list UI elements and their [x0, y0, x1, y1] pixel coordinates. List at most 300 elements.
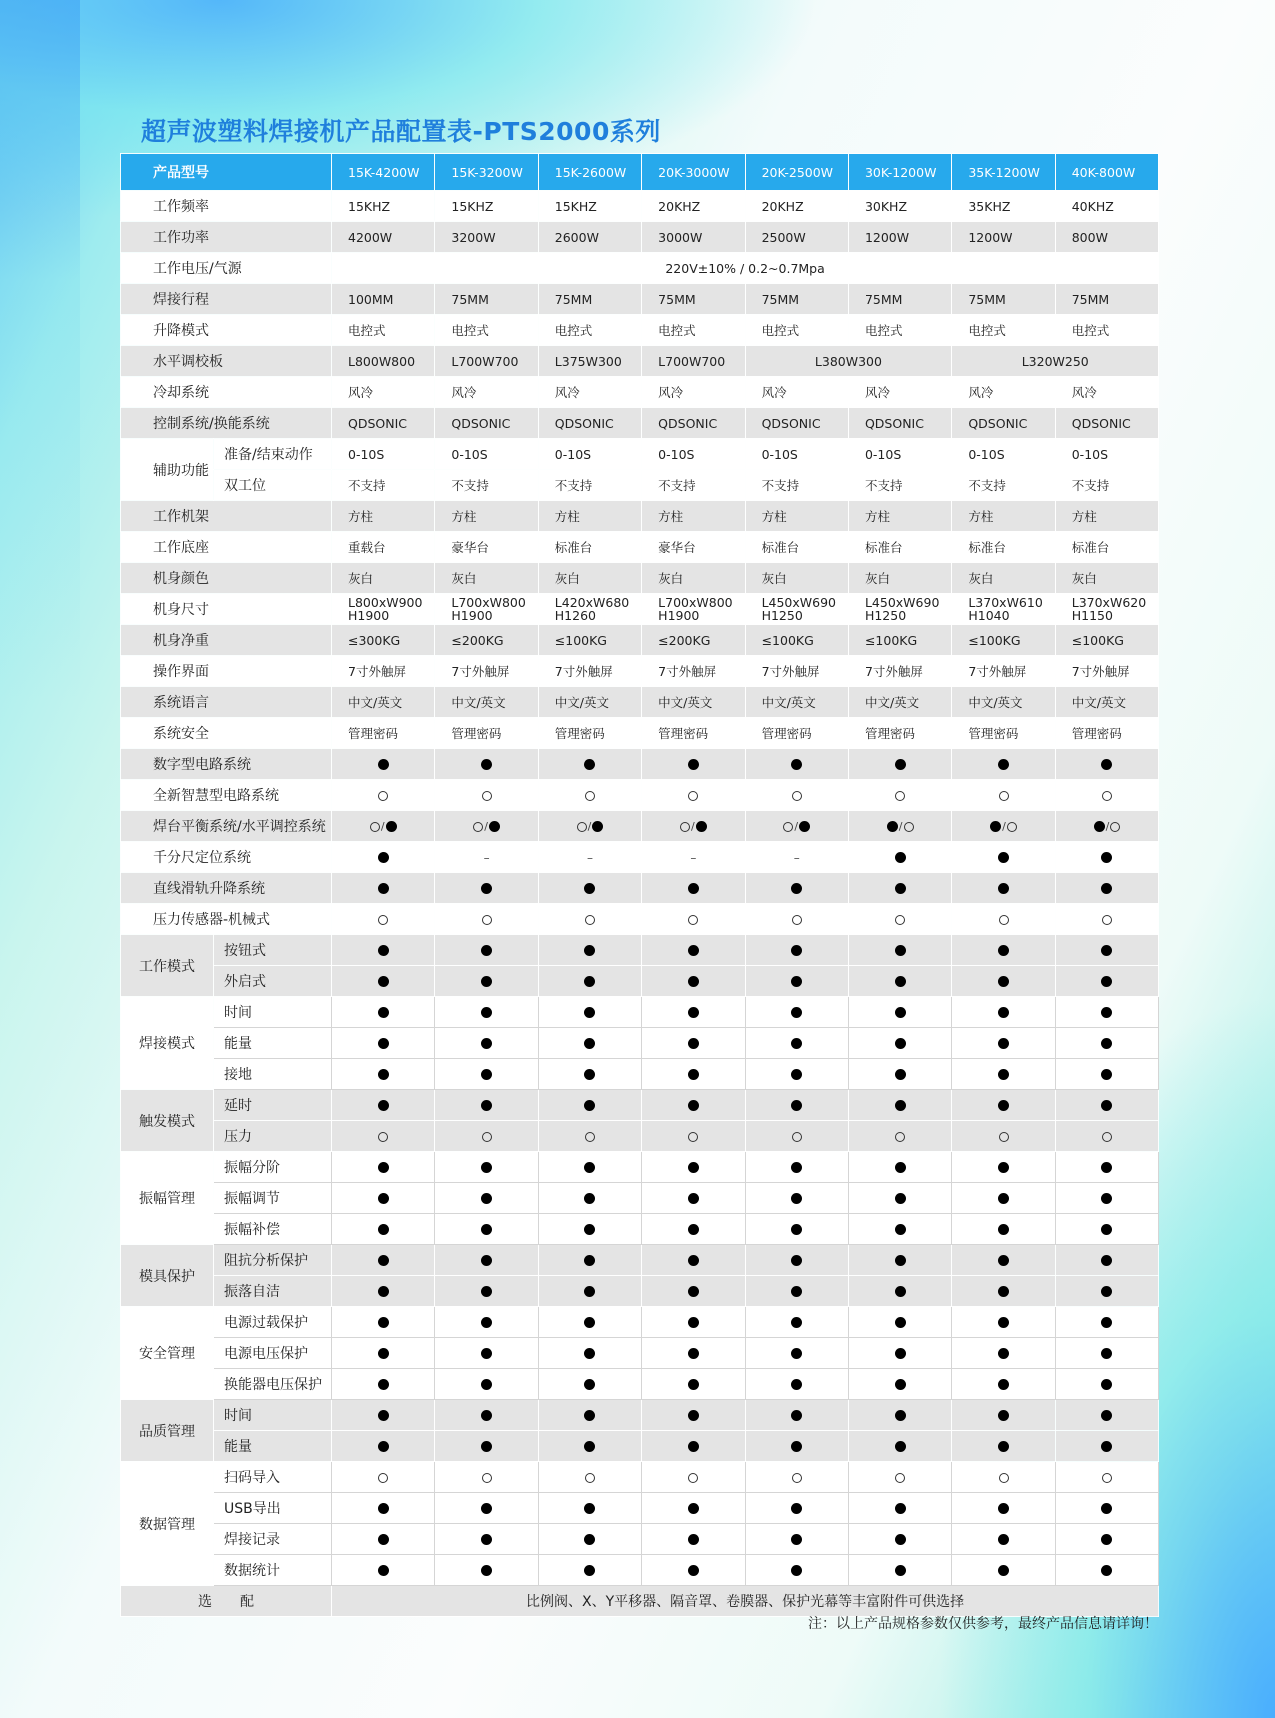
- filled-circle-icon: [1094, 821, 1105, 832]
- feature-cell: [848, 904, 951, 935]
- feature-cell: [1055, 1028, 1158, 1059]
- spec-row-ui: [121, 656, 1159, 687]
- filled-circle-icon: [791, 945, 802, 956]
- spec-cell: 1200W: [848, 222, 951, 253]
- feature-cell: [538, 1493, 641, 1524]
- feature-cell: [848, 1524, 951, 1555]
- feature-cell: [642, 1059, 745, 1090]
- filled-circle-icon: [998, 1348, 1009, 1359]
- feature-cell: [332, 780, 435, 811]
- feature-cell: [1055, 1245, 1158, 1276]
- options-value: 比例阀、X、Y平移器、隔音罩、卷膜器、保护光幕等丰富附件可供选择: [332, 1586, 1159, 1617]
- filled-circle-icon: [378, 1038, 389, 1049]
- hollow-circle-icon: [378, 915, 388, 925]
- feature-cell: [538, 1338, 641, 1369]
- feature-cell: [848, 1276, 951, 1307]
- spec-cell: 管理密码: [538, 718, 641, 749]
- spec-cell: 1200W: [952, 222, 1055, 253]
- feature-cell: [848, 1555, 951, 1586]
- feature-cell: [435, 997, 538, 1028]
- feature-cell: [952, 780, 1055, 811]
- filled-circle-icon: [688, 1069, 699, 1080]
- feature-cell: [435, 935, 538, 966]
- feature-cell: [538, 1431, 641, 1462]
- feature-cell: [435, 749, 538, 780]
- feature-cell: [538, 1307, 641, 1338]
- feature-cell: [745, 1183, 848, 1214]
- feature-cell: [435, 1245, 538, 1276]
- spec-cell: 30KHZ: [848, 191, 951, 222]
- feature-cell: [848, 1028, 951, 1059]
- group-row: [121, 1369, 1159, 1400]
- feature-cell: [848, 842, 951, 873]
- spec-cell: 7寸外触屏: [435, 656, 538, 687]
- spec-row-voltage: [121, 253, 1159, 284]
- feature-cell: [435, 1524, 538, 1555]
- feature-cell: [848, 1307, 951, 1338]
- feature-cell: [1055, 1276, 1158, 1307]
- feature-cell: [642, 1152, 745, 1183]
- feature-cell: [745, 842, 848, 873]
- filled-circle-icon: [998, 852, 1009, 863]
- feature-cell: [745, 1462, 848, 1493]
- model-header: 30K-1200W: [848, 154, 951, 191]
- feature-cell: [952, 1152, 1055, 1183]
- feature-cell: [848, 1338, 951, 1369]
- filled-circle-icon: [584, 1255, 595, 1266]
- row-label: 机身尺寸: [121, 594, 332, 625]
- feature-cell: [332, 1152, 435, 1183]
- filled-circle-icon: [895, 1069, 906, 1080]
- feature-cell: [642, 1307, 745, 1338]
- filled-circle-icon: [799, 821, 810, 832]
- hollow-circle-icon: [378, 1473, 388, 1483]
- filled-circle-icon: [895, 1007, 906, 1018]
- feature-cell: [1055, 1400, 1158, 1431]
- feature-cell: [435, 811, 538, 842]
- feature-cell: [952, 749, 1055, 780]
- group-row: [121, 1524, 1159, 1555]
- filled-circle-icon: [378, 1534, 389, 1545]
- hollow-circle-icon: [688, 915, 698, 925]
- spec-cell: 方柱: [435, 501, 538, 532]
- sub-label: 电源电压保护: [214, 1338, 332, 1369]
- row-label: 机身净重: [121, 625, 332, 656]
- feature-cell: [1055, 1431, 1158, 1462]
- feature-cell: [332, 1214, 435, 1245]
- feature-cell: [435, 1307, 538, 1338]
- feature-cell: [642, 997, 745, 1028]
- feature-cell: [435, 1369, 538, 1400]
- dimension-lw: L450xW690: [864, 595, 940, 610]
- dash-icon: –: [793, 851, 800, 865]
- feature-cell: [435, 1028, 538, 1059]
- feature-cell: [745, 904, 848, 935]
- feature-cell: [538, 842, 641, 873]
- feature-cell: [332, 842, 435, 873]
- spec-cell: 灰白: [435, 563, 538, 594]
- feature-cell: [332, 1462, 435, 1493]
- feature-cell: [952, 935, 1055, 966]
- spec-cell: 7寸外触屏: [952, 656, 1055, 687]
- feature-cell: [745, 935, 848, 966]
- group-row: [121, 1338, 1159, 1369]
- feature-row: [121, 904, 1159, 935]
- spec-cell: QDSONIC: [745, 408, 848, 439]
- feature-cell: [538, 749, 641, 780]
- spec-cell: 75MM: [435, 284, 538, 315]
- feature-cell: [848, 1090, 951, 1121]
- spec-cell: QDSONIC: [332, 408, 435, 439]
- filled-circle-icon: [592, 821, 603, 832]
- dimension-lw: L370xW620: [1071, 595, 1147, 610]
- filled-circle-icon: [688, 1565, 699, 1576]
- feature-cell: [332, 1059, 435, 1090]
- feature-cell: [435, 1338, 538, 1369]
- spec-row-size: [121, 594, 1159, 625]
- feature-cell: [952, 1214, 1055, 1245]
- spec-row-cooling: [121, 377, 1159, 408]
- feature-row: [121, 749, 1159, 780]
- feature-cell: [435, 1431, 538, 1462]
- filled-circle-icon: [998, 1193, 1009, 1204]
- filled-circle-icon: [1101, 1038, 1112, 1049]
- filled-circle-icon: [1101, 1100, 1112, 1111]
- spec-cell: 3000W: [642, 222, 745, 253]
- filled-circle-icon: [998, 1317, 1009, 1328]
- filled-circle-icon: [584, 945, 595, 956]
- model-header: 15K-4200W: [332, 154, 435, 191]
- group-row: [121, 1493, 1159, 1524]
- filled-circle-icon: [1101, 945, 1112, 956]
- feature-cell: [435, 1121, 538, 1152]
- filled-circle-icon: [481, 1038, 492, 1049]
- spec-cell: 75MM: [1055, 284, 1158, 315]
- filled-circle-icon: [887, 821, 898, 832]
- spec-cell-merged: 220V±10% / 0.2~0.7Mpa: [332, 253, 1159, 284]
- feature-cell: [952, 811, 1055, 842]
- feature-cell: [332, 1307, 435, 1338]
- filled-circle-icon: [895, 759, 906, 770]
- row-label: 操作界面: [121, 656, 332, 687]
- spec-cell-merged: L320W250: [952, 346, 1159, 377]
- feature-cell: [332, 904, 435, 935]
- feature-cell: [538, 1524, 641, 1555]
- footnote: 注：以上产品规格参数仅供参考，最终产品信息请详询！: [808, 1616, 1158, 1632]
- filled-circle-icon: [895, 1348, 906, 1359]
- spec-cell: 7寸外触屏: [745, 656, 848, 687]
- hollow-circle-icon: [1102, 1132, 1112, 1142]
- feature-cell: [538, 1152, 641, 1183]
- filled-circle-icon: [584, 1100, 595, 1111]
- filled-circle-icon: [895, 1565, 906, 1576]
- feature-cell: [642, 1214, 745, 1245]
- dimension-lw: L450xW690: [761, 595, 837, 610]
- filled-circle-icon: [378, 1069, 389, 1080]
- spec-cell: 75MM: [642, 284, 745, 315]
- dimension-lw: L700xW800: [658, 595, 733, 610]
- feature-cell: [332, 1524, 435, 1555]
- feature-cell: [745, 1090, 848, 1121]
- filled-circle-icon: [998, 1100, 1009, 1111]
- feature-cell: [538, 811, 641, 842]
- filled-circle-icon: [895, 976, 906, 987]
- filled-circle-icon: [688, 1534, 699, 1545]
- model-header: 20K-2500W: [745, 154, 848, 191]
- feature-cell: [952, 1183, 1055, 1214]
- group-label: 振幅管理: [121, 1152, 214, 1245]
- sub-label: 换能器电压保护: [214, 1369, 332, 1400]
- filled-circle-icon: [998, 1038, 1009, 1049]
- spec-cell: 2500W: [745, 222, 848, 253]
- spec-cell: 7寸外触屏: [848, 656, 951, 687]
- spec-cell: 7寸外触屏: [332, 656, 435, 687]
- filled-circle-icon: [481, 1100, 492, 1111]
- filled-circle-icon: [378, 852, 389, 863]
- spec-cell-dimensions: [1055, 594, 1158, 625]
- filled-circle-icon: [998, 1007, 1009, 1018]
- sub-label: 振落自洁: [214, 1276, 332, 1307]
- dimension-h: H1250: [864, 608, 907, 623]
- feature-cell: [952, 1028, 1055, 1059]
- feature-cell: [952, 1059, 1055, 1090]
- feature-cell: [435, 873, 538, 904]
- hollow-circle-icon: [792, 1132, 802, 1142]
- feature-cell: [332, 1431, 435, 1462]
- filled-circle-icon: [378, 976, 389, 987]
- feature-cell: [1055, 1121, 1158, 1152]
- spec-cell: 风冷: [848, 377, 951, 408]
- sub-label: 振幅分阶: [214, 1152, 332, 1183]
- filled-circle-icon: [1101, 1286, 1112, 1297]
- filled-circle-icon: [481, 1255, 492, 1266]
- feature-cell: [952, 1555, 1055, 1586]
- sub-label: 振幅补偿: [214, 1214, 332, 1245]
- feature-cell: [1055, 749, 1158, 780]
- filled-circle-icon: [378, 1503, 389, 1514]
- filled-circle-icon: [791, 1224, 802, 1235]
- group-label: 焊接模式: [121, 997, 214, 1090]
- feature-cell: [745, 1245, 848, 1276]
- hollow-circle-icon: [378, 1132, 388, 1142]
- filled-circle-icon: [481, 883, 492, 894]
- sub-label: 电源过载保护: [214, 1307, 332, 1338]
- spec-cell: 100MM: [332, 284, 435, 315]
- feature-cell: [745, 1400, 848, 1431]
- hollow-circle-icon: [1102, 791, 1112, 801]
- feature-cell: [332, 1090, 435, 1121]
- spec-cell: 电控式: [745, 315, 848, 346]
- spec-cell: 管理密码: [332, 718, 435, 749]
- spec-cell: 3200W: [435, 222, 538, 253]
- spec-cell: 灰白: [745, 563, 848, 594]
- feature-cell: [538, 1183, 641, 1214]
- feature-cell: [332, 1276, 435, 1307]
- spec-row-lift_mode: [121, 315, 1159, 346]
- feature-cell: [1055, 1338, 1158, 1369]
- filled-circle-icon: [584, 1534, 595, 1545]
- feature-cell: [848, 749, 951, 780]
- filled-circle-icon: [895, 1317, 906, 1328]
- spec-row-security: [121, 718, 1159, 749]
- options-label: 选 配: [121, 1586, 332, 1617]
- filled-circle-icon: [998, 1255, 1009, 1266]
- row-label: 机身颜色: [121, 563, 332, 594]
- feature-cell: [642, 1369, 745, 1400]
- filled-circle-icon: [481, 1162, 492, 1173]
- feature-cell: [538, 780, 641, 811]
- feature-cell: [332, 873, 435, 904]
- filled-circle-icon: [1101, 1224, 1112, 1235]
- feature-cell: [1055, 1307, 1158, 1338]
- header-label: 产品型号: [121, 154, 332, 191]
- feature-cell: [848, 1431, 951, 1462]
- sub-label: 阻抗分析保护: [214, 1245, 332, 1276]
- filled-circle-icon: [791, 976, 802, 987]
- feature-cell: [848, 1493, 951, 1524]
- filled-circle-icon: [998, 1441, 1009, 1452]
- feature-cell: [538, 1059, 641, 1090]
- feature-cell: [332, 966, 435, 997]
- feature-cell: [848, 811, 951, 842]
- slash-separator: /: [484, 820, 488, 833]
- group-label: 品质管理: [121, 1400, 214, 1462]
- filled-circle-icon: [1101, 883, 1112, 894]
- hollow-circle-icon: [792, 915, 802, 925]
- feature-cell: [642, 811, 745, 842]
- spec-cell: ≤100KG: [1055, 625, 1158, 656]
- feature-cell: [332, 997, 435, 1028]
- feature-cell: [332, 749, 435, 780]
- filled-circle-icon: [998, 1162, 1009, 1173]
- sub-label: 能量: [214, 1028, 332, 1059]
- feature-label: 数字型电路系统: [121, 749, 332, 780]
- filled-circle-icon: [378, 1007, 389, 1018]
- filled-circle-icon: [791, 1162, 802, 1173]
- filled-circle-icon: [791, 1534, 802, 1545]
- spec-cell: 35KHZ: [952, 191, 1055, 222]
- spec-cell: 中文/英文: [642, 687, 745, 718]
- feature-cell: [745, 1524, 848, 1555]
- spec-cell: 0-10S: [848, 439, 951, 470]
- feature-cell: [538, 966, 641, 997]
- filled-circle-icon: [688, 1286, 699, 1297]
- feature-cell: [1055, 935, 1158, 966]
- feature-cell: [848, 966, 951, 997]
- filled-circle-icon: [1101, 1348, 1112, 1359]
- spec-cell: 2600W: [538, 222, 641, 253]
- feature-cell: [642, 1183, 745, 1214]
- group-label: 安全管理: [121, 1307, 214, 1400]
- feature-cell: [745, 1059, 848, 1090]
- feature-cell: [1055, 1090, 1158, 1121]
- sub-label: 数据统计: [214, 1555, 332, 1586]
- feature-cell: [952, 1245, 1055, 1276]
- hollow-circle-icon: [585, 1473, 595, 1483]
- feature-cell: [642, 904, 745, 935]
- filled-circle-icon: [688, 759, 699, 770]
- filled-circle-icon: [791, 883, 802, 894]
- filled-circle-icon: [895, 1162, 906, 1173]
- filled-circle-icon: [481, 1534, 492, 1545]
- feature-label: 焊台平衡系统/水平调控系统: [121, 811, 332, 842]
- spec-cell: 75MM: [538, 284, 641, 315]
- spec-cell: 0-10S: [642, 439, 745, 470]
- feature-label: 直线滑轨升降系统: [121, 873, 332, 904]
- feature-cell: [848, 1369, 951, 1400]
- filled-circle-icon: [584, 1286, 595, 1297]
- filled-circle-icon: [998, 1286, 1009, 1297]
- hollow-circle-icon: [473, 822, 483, 832]
- filled-circle-icon: [791, 1441, 802, 1452]
- filled-circle-icon: [688, 976, 699, 987]
- hollow-circle-icon: [999, 1473, 1009, 1483]
- spec-cell: 豪华台: [642, 532, 745, 563]
- group-row: [121, 1555, 1159, 1586]
- sub-label: 延时: [214, 1090, 332, 1121]
- filled-circle-icon: [688, 945, 699, 956]
- spec-cell: 电控式: [538, 315, 641, 346]
- hollow-circle-icon: [792, 1473, 802, 1483]
- feature-cell: [642, 1524, 745, 1555]
- filled-circle-icon: [481, 976, 492, 987]
- spec-cell: 0-10S: [745, 439, 848, 470]
- feature-cell: [745, 1431, 848, 1462]
- feature-cell: [848, 780, 951, 811]
- spec-cell: 中文/英文: [1055, 687, 1158, 718]
- filled-circle-icon: [481, 1317, 492, 1328]
- filled-circle-icon: [481, 1565, 492, 1576]
- spec-cell: QDSONIC: [538, 408, 641, 439]
- hollow-circle-icon: [378, 791, 388, 801]
- spec-cell-dimensions: [745, 594, 848, 625]
- feature-cell: [1055, 873, 1158, 904]
- feature-cell: [435, 904, 538, 935]
- spec-cell: ≤300KG: [332, 625, 435, 656]
- feature-cell: [538, 1400, 641, 1431]
- spec-cell: 风冷: [332, 377, 435, 408]
- spec-row-power: [121, 222, 1159, 253]
- spec-cell: L700W700: [642, 346, 745, 377]
- filled-circle-icon: [378, 1224, 389, 1235]
- feature-cell: [642, 1276, 745, 1307]
- hollow-circle-icon: [482, 791, 492, 801]
- spec-cell: 方柱: [952, 501, 1055, 532]
- spec-cell: 15KHZ: [538, 191, 641, 222]
- spec-cell: 标准台: [952, 532, 1055, 563]
- filled-circle-icon: [895, 1193, 906, 1204]
- filled-circle-icon: [791, 1565, 802, 1576]
- group-label: 工作模式: [121, 935, 214, 997]
- spec-cell: 方柱: [642, 501, 745, 532]
- feature-cell: [848, 1214, 951, 1245]
- filled-circle-icon: [895, 1379, 906, 1390]
- hollow-circle-icon: [1102, 915, 1112, 925]
- spec-cell: 15KHZ: [435, 191, 538, 222]
- filled-circle-icon: [895, 1441, 906, 1452]
- row-label: 工作频率: [121, 191, 332, 222]
- feature-cell: [745, 1214, 848, 1245]
- row-label: 水平调校板: [121, 346, 332, 377]
- group-row: [121, 1462, 1159, 1493]
- feature-cell: [952, 966, 1055, 997]
- spec-cell: 管理密码: [642, 718, 745, 749]
- group-label: 触发模式: [121, 1090, 214, 1152]
- feature-cell: [435, 1090, 538, 1121]
- hollow-circle-icon: [1110, 822, 1120, 832]
- feature-cell: [848, 1183, 951, 1214]
- group-row: [121, 1090, 1159, 1121]
